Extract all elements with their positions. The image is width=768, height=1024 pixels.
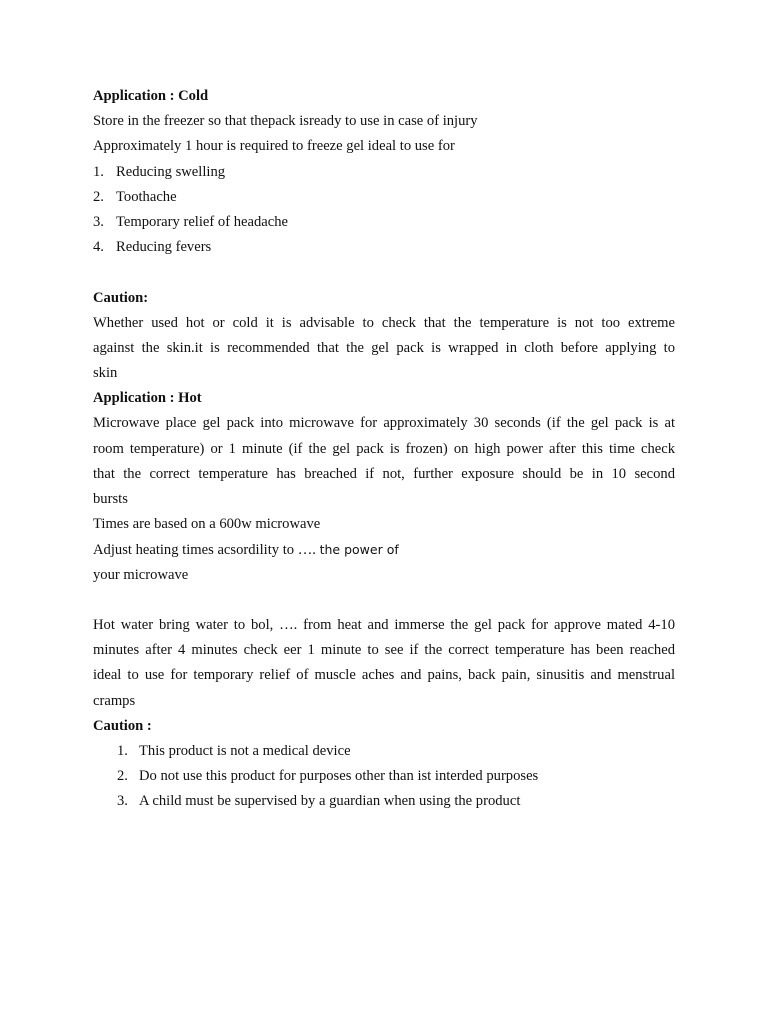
document-page [93, 84, 675, 814]
list-number: 1. [117, 742, 128, 759]
microwave-text-line: bursts [93, 491, 128, 507]
adjust-text [93, 537, 675, 562]
microwave-text-line: Microwave place gel pack into microwave for approximately 30 seconds (if the gel pack is at [93, 415, 675, 432]
adjust-text-sans: the power of [319, 542, 399, 558]
cold-uses-list [93, 160, 675, 261]
cold-heading: Application : Cold [93, 88, 209, 104]
list-item [117, 789, 675, 814]
caution-heading: Caution: [93, 289, 149, 306]
list-text: Reducing fevers [116, 239, 212, 256]
list-number: 2. [117, 768, 128, 785]
cold-storage-text: Store in the freezer so that thepack isready to use in case of injury [93, 113, 478, 130]
caution-list [93, 739, 675, 815]
list-item [117, 764, 675, 789]
caution-text-line: skin [93, 365, 118, 382]
list-number: 3. [117, 793, 128, 810]
list-text: Toothache [116, 188, 177, 205]
list-text: This product is not a medical device [139, 742, 351, 759]
list-item [117, 739, 675, 764]
list-number: 3. [93, 213, 104, 230]
hot-water-text-line: ideal to use for temporary relief of muscle aches and pains, back pain, sinusitis and menstrual [93, 667, 675, 684]
microwave-text-line: that the correct temperature has breached if not, further exposure should be in 10 second [93, 465, 675, 482]
caution-text-line: against the skin.it is recommended that the gel pack is wrapped in cloth before applying to [93, 339, 675, 356]
list-item [93, 235, 675, 260]
caution-heading-2: Caution : [93, 717, 152, 734]
cold-freeze-text: Approximately 1 hour is required to freeze gel ideal to use for [93, 138, 455, 155]
hot-water-text-line: Hot water bring water to bol, …. from heat and immerse the gel pack for approve mated 4-10 [93, 616, 675, 633]
hot-water-text-line: minutes after 4 minutes check eer 1 minute to see if the correct temperature has been reached [93, 642, 675, 659]
list-number: 4. [93, 239, 104, 256]
list-number: 2. [93, 188, 104, 205]
caution-text-line: Whether used hot or cold it is advisable to check that the temperature is not too extreme [93, 314, 675, 331]
adjust-text-continued: your microwave [93, 566, 189, 583]
spacer [93, 588, 675, 613]
list-item [93, 160, 675, 185]
list-text: A child must be supervised by a guardian when using the product [139, 793, 521, 810]
adjust-text-part: Adjust heating times acsordility to …. [93, 542, 316, 559]
list-item [93, 210, 675, 235]
hot-heading: Application : Hot [93, 390, 202, 407]
list-item [93, 185, 675, 210]
list-text: Do not use this product for purposes other than ist interded purposes [139, 768, 539, 785]
times-text: Times are based on a 600w microwave [93, 516, 321, 533]
hot-water-text-line: cramps [93, 692, 136, 709]
list-text: Temporary relief of headache [116, 213, 288, 230]
list-number: 1. [93, 163, 104, 180]
spacer [93, 260, 675, 285]
list-text: Reducing swelling [116, 163, 226, 180]
microwave-text-line: room temperature) or 1 minute (if the gel pack is frozen) on high power after this time check [93, 440, 675, 457]
